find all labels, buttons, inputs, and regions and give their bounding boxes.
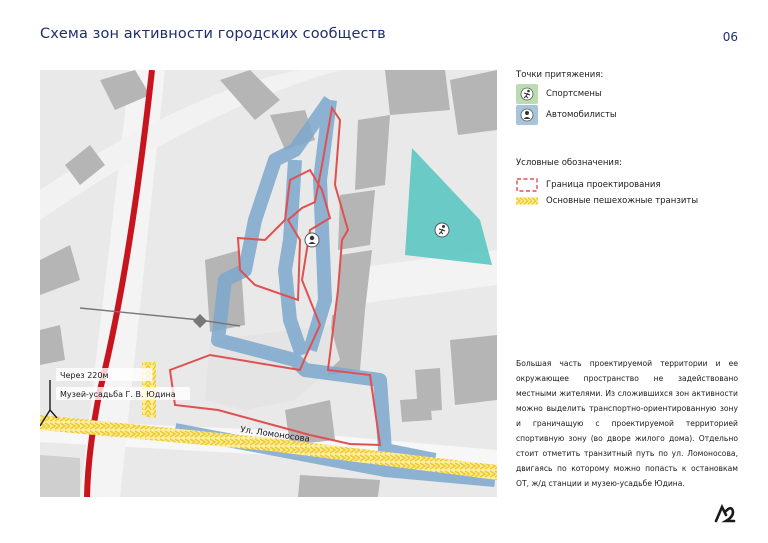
- runner-icon: [435, 223, 449, 237]
- legend-label: Основные пешехожные транзиты: [546, 196, 699, 206]
- driver-icon: [305, 233, 319, 247]
- access-node: [193, 314, 207, 328]
- pointer-destination: Музей-усадьба Г. В. Юдина: [60, 390, 176, 399]
- sport-zone: [405, 148, 492, 265]
- pointer-distance: Через 220м: [60, 371, 109, 380]
- legend-item-car: [516, 105, 617, 125]
- page-title: Схема зон активности городских сообществ: [40, 26, 386, 42]
- description-paragraph: Большая часть проектируемой территории и ее окружающее пространство не задействовано местными жителями. Из сложившихся зон активности можно выделить транспортно-ориентированную зону и граничащую с проектируемой территорией спортивную зону (во дворе жилого дома). Отдельно стоит отметить транзитный путь по ул. Ломоносова, двигаясь по которому можно попасть к остановкам ОТ, ж/д станции и музею-усадьбе Юдина.: [516, 359, 738, 488]
- page-number: 06: [722, 30, 738, 44]
- site-map: [40, 70, 497, 497]
- brand-logo: [714, 503, 736, 523]
- legend-label: Автомобилисты: [546, 110, 617, 120]
- runner-icon: [516, 84, 538, 104]
- legend-item-sport: [516, 84, 602, 104]
- legend-item-transit: [516, 191, 698, 211]
- symbols-heading: Условные обозначения:: [516, 158, 622, 168]
- legend-label: Спортсмены: [546, 89, 602, 99]
- driver-icon: [516, 105, 538, 125]
- legend-label: Граница проектирования: [546, 180, 661, 190]
- chevron-transit-icon: [516, 191, 538, 211]
- street-label: Ул. Ломоносова: [239, 425, 311, 445]
- attraction-heading: Точки притяжения:: [516, 70, 604, 80]
